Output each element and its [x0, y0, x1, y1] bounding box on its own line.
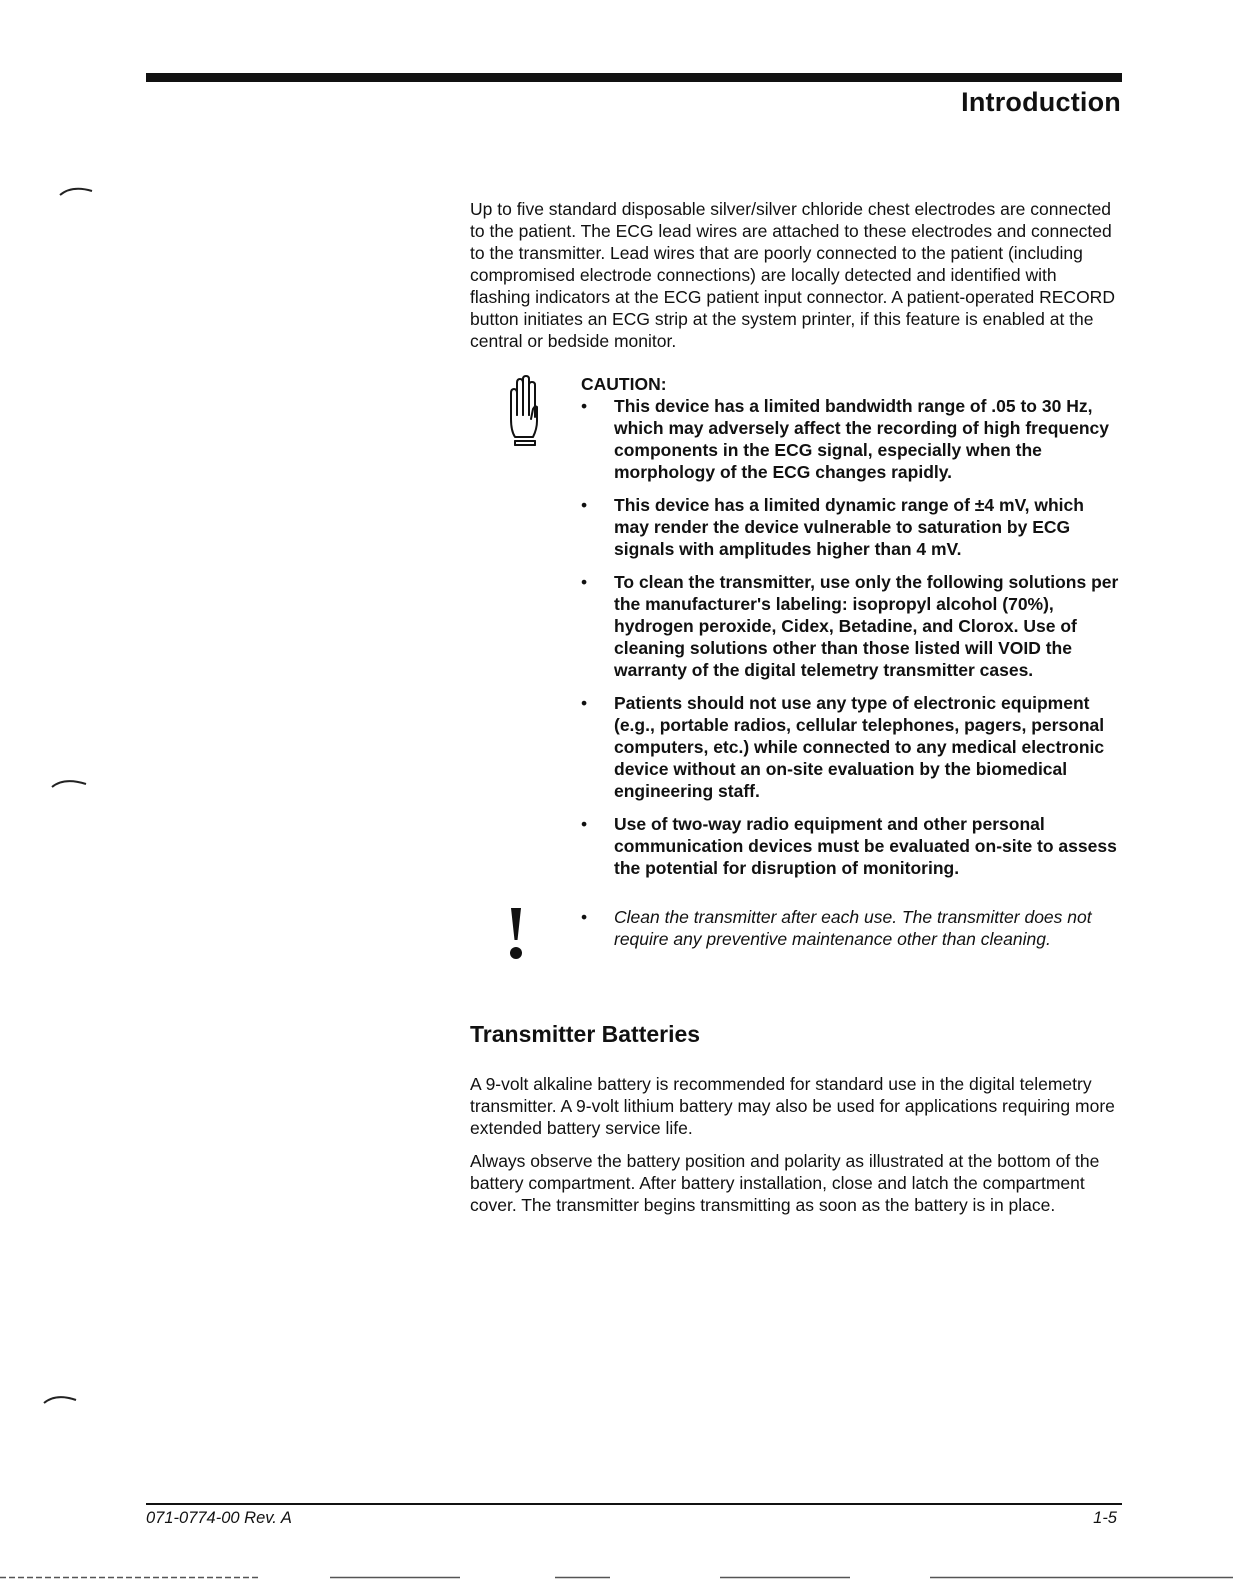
caution-item [581, 813, 1120, 879]
caution-item [581, 571, 1120, 681]
batteries-paragraph: Always observe the battery position and polarity as illustrated at the bottom of the battery compartment. After battery installation, close and latch the compartment cover. The transmitter begins transmitting as soon as the battery is in place. [470, 1151, 1100, 1215]
binder-hole-mark-top [58, 184, 98, 198]
caution-item [581, 395, 1120, 483]
scan-edge-artifact [0, 1576, 1233, 1579]
document-number: 071-0774-00 Rev. A [146, 1509, 292, 1527]
bullet-icon: • [581, 693, 588, 713]
hand-icon [505, 375, 541, 451]
note-text: Clean the transmitter after each use. The transmitter does not require any preventive maintenance other than cleaning. [614, 907, 1092, 949]
main-content [470, 198, 1120, 1227]
note-block [470, 906, 1120, 950]
footer-rule [146, 1503, 1122, 1505]
caution-item [581, 692, 1120, 802]
exclamation-icon [508, 906, 524, 962]
caution-item-text: Patients should not use any type of electronic equipment (e.g., portable radios, cellular telephones, pagers, personal computers, etc.) while connected to any medical electronic device without an on-site evaluation by the biomedical engineering staff. [614, 693, 1105, 801]
caution-item-text: This device has a limited bandwidth range of .05 to 30 Hz, which may adversely affect the recording of high frequency components in the ECG signal, especially when the morphology of the ECG changes rapidly. [614, 396, 1109, 482]
note-item [581, 906, 1120, 950]
caution-item-text: Use of two-way radio equipment and other personal communication devices must be evaluated on-site to assess the potential for disruption of monitoring. [614, 814, 1117, 878]
caution-heading: CAUTION: [581, 374, 667, 394]
bullet-icon: • [581, 396, 588, 416]
binder-hole-mark-middle [50, 776, 90, 790]
bullet-icon: • [581, 814, 588, 834]
batteries-heading: Transmitter Batteries [470, 1021, 701, 1047]
bullet-icon: • [581, 572, 588, 592]
caution-item-text: This device has a limited dynamic range of ±4 mV, which may render the device vulnerable to saturation by ECG signals with amplitudes higher than 4 mV. [614, 495, 1084, 559]
caution-block [470, 373, 1120, 879]
intro-paragraph: Up to five standard disposable silver/silver chloride chest electrodes are connected to the patient. The ECG lead wires are attached to these electrodes and connected to the transmitter. Lead wires that are poorly connected to the patient (including compromised electrode connections) are locally detected and identified with flashing indicators at the ECG patient input connector. A patient-operated RECORD button initiates an ECG strip at the system printer, if this feature is enabled at the central or bedside monitor. [470, 199, 1115, 351]
bullet-icon: • [581, 495, 588, 515]
caution-list [581, 395, 1120, 879]
header-rule [146, 73, 1122, 82]
caution-item-text: To clean the transmitter, use only the following solutions per the manufacturer's labeling: isopropyl alcohol (70%), hydrogen peroxide, Cidex, Betadine, and Clorox. Use of cleaning solutions other than those listed will VOID the warranty of the digital telemetry transmitter cases. [614, 572, 1119, 680]
batteries-paragraph: A 9-volt alkaline battery is recommended for standard use in the digital telemetry transmitter. A 9-volt lithium battery may also be used for applications requiring more extended battery service life. [470, 1074, 1115, 1138]
page-number: 1-5 [1093, 1509, 1117, 1527]
page-title: Introduction [961, 87, 1121, 117]
bullet-icon: • [581, 907, 588, 927]
binder-hole-mark-bottom [42, 1392, 82, 1406]
caution-item [581, 494, 1120, 560]
